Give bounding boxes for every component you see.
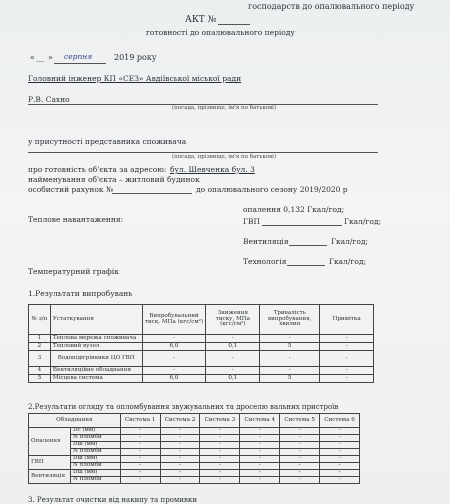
table-cell: - bbox=[280, 442, 320, 449]
table2-header: Система 3 bbox=[200, 414, 240, 428]
table-cell: - bbox=[206, 367, 260, 375]
table-cell: - bbox=[206, 335, 260, 343]
table-cell: - bbox=[160, 463, 200, 470]
date-open-quote: « bbox=[30, 53, 35, 62]
engineer-caption: (посада, прізвище, ім'я по батькові) bbox=[172, 105, 277, 111]
table-cell: - bbox=[160, 470, 200, 477]
table-cell: - bbox=[142, 335, 206, 343]
table-cell: - bbox=[120, 470, 160, 477]
table-cell: 1 bbox=[29, 335, 51, 343]
table-cell: - bbox=[320, 351, 374, 367]
table-cell: - bbox=[160, 477, 200, 484]
section1-title: 1.Результати випробувань bbox=[28, 289, 133, 298]
table-cell: - bbox=[320, 428, 360, 435]
table-cell: - bbox=[120, 435, 160, 442]
table-cell: - bbox=[320, 367, 374, 375]
table-row bbox=[29, 477, 360, 484]
table-cell: - bbox=[240, 435, 280, 442]
table1-header: Випробувальний тиск, МПа (кгс/см²) bbox=[142, 305, 206, 335]
table-cell: - bbox=[120, 449, 160, 456]
table-cell: - bbox=[260, 367, 320, 375]
table-cell: - bbox=[280, 456, 320, 463]
presence-underline bbox=[28, 152, 378, 153]
row-label: Dш (мм) bbox=[70, 442, 120, 449]
table-cell: - bbox=[320, 456, 360, 463]
table-cell: - bbox=[160, 456, 200, 463]
row-label: Dш (мм) bbox=[70, 470, 120, 477]
table-cell: - bbox=[142, 367, 206, 375]
table-cell: - bbox=[160, 449, 200, 456]
technology-label: Технологія bbox=[243, 257, 287, 266]
table-cell: - bbox=[120, 442, 160, 449]
table2-header: Система 6 bbox=[320, 414, 360, 428]
ventilation-label: Вентиляція bbox=[243, 237, 289, 246]
table-cell: - bbox=[280, 435, 320, 442]
table-cell: 0,1 bbox=[206, 375, 260, 383]
table-cell: Водопідігрівники ЦО ГВП bbox=[50, 351, 142, 367]
row-label: Dш (мм) bbox=[70, 456, 120, 463]
row-label: N пломби bbox=[70, 463, 120, 470]
table-row bbox=[29, 351, 374, 367]
date-month: серпня bbox=[64, 52, 93, 61]
table-cell: - bbox=[280, 428, 320, 435]
technology-blank bbox=[287, 265, 325, 266]
table-cell: Місцева система bbox=[50, 375, 142, 383]
table2-header: Система 5 bbox=[280, 414, 320, 428]
table-cell: - bbox=[200, 463, 240, 470]
table2-header: Система 2 bbox=[160, 414, 200, 428]
table-cell: - bbox=[240, 477, 280, 484]
table1-header: № з/п bbox=[29, 305, 51, 335]
month-blank bbox=[54, 63, 106, 64]
row-label: N пломби bbox=[70, 477, 120, 484]
heat-load-label: Теплове навантаження: bbox=[28, 215, 124, 224]
engineer-name: Р.В. Сахно bbox=[28, 95, 70, 104]
table-cell: - bbox=[120, 456, 160, 463]
table-cell: 4 bbox=[29, 367, 51, 375]
table2-header: Система 4 bbox=[240, 414, 280, 428]
table-cell: - bbox=[200, 449, 240, 456]
table-cell: - bbox=[320, 335, 374, 343]
table-cell: Вентиляційне обладнання bbox=[50, 367, 142, 375]
table-cell: - bbox=[142, 351, 206, 367]
table-cell: - bbox=[280, 449, 320, 456]
table-cell: - bbox=[320, 375, 374, 383]
table-cell: - bbox=[160, 442, 200, 449]
readiness-line: про готовність об'єкта за адресою: bbox=[28, 165, 167, 174]
table-row bbox=[29, 375, 374, 383]
table-cell: - bbox=[200, 456, 240, 463]
table-cell: - bbox=[240, 442, 280, 449]
table-cell: - bbox=[260, 335, 320, 343]
table-cell: 5 bbox=[260, 343, 320, 351]
table-cell: - bbox=[120, 463, 160, 470]
address: бул. Шевченка бул. 3 bbox=[170, 165, 255, 174]
table-cell: 6,0 bbox=[142, 343, 206, 351]
table-cell: - bbox=[200, 470, 240, 477]
hot-water-label: ГВП bbox=[243, 217, 261, 226]
act-number-blank bbox=[218, 24, 250, 25]
table-cell: - bbox=[280, 463, 320, 470]
table-cell: - bbox=[200, 442, 240, 449]
table-cell: - bbox=[160, 435, 200, 442]
act-subtitle: готовності до опалювального періоду bbox=[146, 28, 295, 37]
date-close-quote: » bbox=[48, 53, 53, 62]
account-label: особистий рахунок № bbox=[28, 185, 114, 194]
table2-header: Обладнання bbox=[29, 414, 121, 428]
engineer-line: Головний інженер КП «СЕЗ» Авдіївської міської ради bbox=[28, 74, 242, 83]
table-cell: - bbox=[320, 442, 360, 449]
table-cell: - bbox=[240, 456, 280, 463]
table-cell: - bbox=[320, 470, 360, 477]
act-title: АКТ № bbox=[185, 15, 217, 25]
group-label: ГВП bbox=[29, 456, 71, 470]
top-note: господарств до опалювального періоду bbox=[248, 2, 415, 11]
table-cell: 6,0 bbox=[142, 375, 206, 383]
table-cell: 0,1 bbox=[206, 343, 260, 351]
group-label: Вентиляція bbox=[29, 470, 71, 484]
table1-header: Тривалість випробування, хвилин bbox=[260, 305, 320, 335]
table-cell: - bbox=[160, 428, 200, 435]
table-cell: - bbox=[320, 343, 374, 351]
row-label: N пломби bbox=[70, 449, 120, 456]
table-cell: 5 bbox=[260, 375, 320, 383]
table-cell: - bbox=[260, 351, 320, 367]
table-cell: - bbox=[120, 428, 160, 435]
hot-water-blank bbox=[262, 225, 342, 226]
table-cell: 3 bbox=[29, 351, 51, 367]
technology-unit: Гкал/год; bbox=[329, 257, 367, 266]
table1-header: Зниження тиску, МПа (кгс/см²) bbox=[206, 305, 260, 335]
table-cell: - bbox=[320, 477, 360, 484]
table-cell: 2 bbox=[29, 343, 51, 351]
table-cell: - bbox=[206, 351, 260, 367]
table2-header-row bbox=[29, 414, 360, 428]
table-cell: 5 bbox=[29, 375, 51, 383]
ventilation-blank bbox=[289, 245, 327, 246]
row-label: N пломби bbox=[70, 435, 120, 442]
table-cell: - bbox=[240, 470, 280, 477]
seals-table bbox=[28, 413, 360, 484]
table-cell: - bbox=[120, 477, 160, 484]
date-day: __ bbox=[36, 53, 44, 62]
account-blank bbox=[112, 193, 192, 194]
row-label: Dc (мм) bbox=[70, 428, 120, 435]
heating: опалення 0,132 Гкал/год; bbox=[243, 205, 345, 214]
ventilation-unit: Гкал/год; bbox=[331, 237, 369, 246]
table-cell: - bbox=[200, 428, 240, 435]
table1-header-row bbox=[29, 305, 374, 335]
table-cell: - bbox=[240, 449, 280, 456]
table-row bbox=[29, 343, 374, 351]
table1-header: Устаткування bbox=[50, 305, 142, 335]
season-label: до опалювального сезону 2019/2020 р bbox=[196, 185, 348, 194]
section3-title: 3. Результат очистки від накипу та промивки bbox=[28, 496, 197, 504]
group-label: Опалення bbox=[29, 428, 71, 456]
object-name: найменування об'єкта – житловий будинок bbox=[28, 175, 200, 184]
section2-title: 2.Результати огляду та опломбування звужувальних та дроселю вальних пристроїв bbox=[28, 403, 339, 411]
table-cell: - bbox=[280, 470, 320, 477]
table-cell: - bbox=[320, 449, 360, 456]
table-cell: - bbox=[240, 463, 280, 470]
table-cell: Теплова мережа споживача bbox=[50, 335, 142, 343]
table1-header: Примітка bbox=[320, 305, 374, 335]
table-cell: - bbox=[240, 428, 280, 435]
hot-water-unit: Гкал/год; bbox=[344, 217, 382, 226]
table-cell: Тепловий вузол bbox=[50, 343, 142, 351]
table-cell: - bbox=[200, 435, 240, 442]
table-cell: - bbox=[320, 463, 360, 470]
table-row bbox=[29, 367, 374, 375]
table-cell: - bbox=[320, 435, 360, 442]
table-cell: - bbox=[200, 477, 240, 484]
table2-header: Система 1 bbox=[120, 414, 160, 428]
temp-schedule: Температурний графік bbox=[28, 267, 119, 276]
table-cell: - bbox=[280, 477, 320, 484]
date-year: 2019 року bbox=[114, 53, 157, 62]
presence-caption: (посада, прізвище, ім'я по батькові) bbox=[172, 154, 277, 160]
table-row bbox=[29, 335, 374, 343]
test-results-table bbox=[28, 304, 374, 383]
presence-line: у присутності представника споживача bbox=[28, 137, 187, 146]
